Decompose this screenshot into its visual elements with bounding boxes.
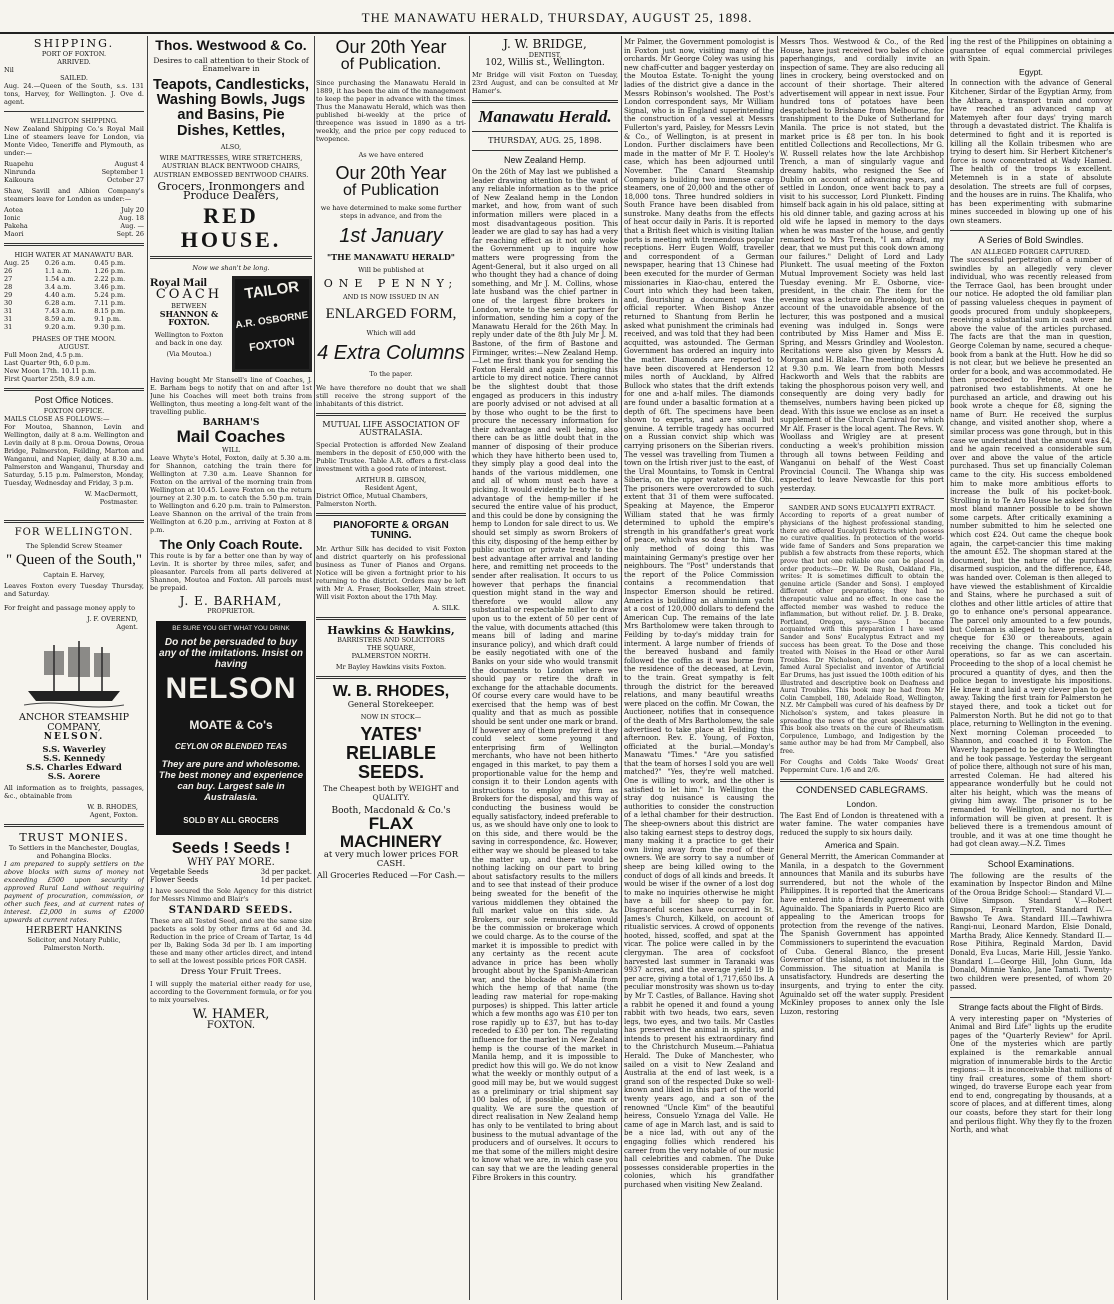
column-rule [621, 36, 622, 1300]
bridge-title: J. W. BRIDGE, [503, 38, 587, 51]
mail-coaches-text: Leave Whyte's Hotel, Foxton, daily at 5.30 a.m. for Shannon, catching the train there for Wellington at 7.30 a.m. Leave Shannon for Foxton on the arrival of the morning train from Wellington at 10.45. Leave Foxton on the return journey at 2.30 p.m. to catch the 5.50 p.m. train to Wellington and 6.20 p.m. train to Palmerston. Leave Shannon on the arrival of the train from Wellington at 6.20 p.m., arriving at Foxton at 8 p.m. [150, 453, 312, 534]
ship-list-item: S.S. Waverley [42, 744, 106, 755]
rhodes-title: W. B. RHODES, [332, 683, 450, 701]
as-we-have: As we have entered [358, 150, 424, 159]
table-row: 31 9.20 a.m. 9.30 p.m. [4, 322, 126, 331]
table-row: Ionic Aug. 18 [4, 213, 144, 222]
groceries-reduced: All Groceries Reduced —For Cash.— [316, 871, 466, 881]
sander-heading: SANDER AND SONS EUCALYPTI EXTRACT. [788, 504, 936, 513]
ship-list-item: S.S. Aorere [47, 771, 101, 782]
table-row: 29 4.40 a.m. 5.24 p.m. [4, 290, 126, 299]
moon-row: Full Moon 2nd, 4.5 p.m. [4, 350, 84, 359]
table-row: 30 6.28 a.m. 7.11 p.m. [4, 298, 126, 307]
arrived-nil: Nil [4, 65, 14, 74]
gibson-title: Resident Agent, [364, 483, 418, 492]
royal-mail: Royal Mail [150, 274, 207, 289]
table-row: Kaikoura October 27 [4, 175, 144, 184]
hamer-place: FOXTON. [206, 1020, 256, 1032]
swindles-heading: A Series of Bold Swindles. [978, 235, 1084, 246]
herald-name: "THE MANAWATU HERALD" [327, 252, 455, 263]
column-herald-notices [316, 38, 466, 1300]
rhodes-agent-place: Agent, Foxton. [89, 811, 138, 820]
westwood-also: ALSO, [220, 142, 242, 151]
why-pay-more: WHY PAY MORE. [187, 856, 275, 868]
post-office-heading: Post Office Notices. [34, 394, 114, 405]
of-publication: of Publication. [340, 55, 442, 73]
table-row: 26 1.1 a.m. 1.26 p.m. [4, 266, 126, 275]
america-text: General Merritt, the American Commander at Manila, in a despatch to the Government announces that Manila and its suburbs have surrendered, but not the whole of the Philippines. It is reported that the Americans have entered into a friendly agreement with Aguinaldo. The Spaniards in Puerto Rico are appealing to the American troops for protection from the revenge of the natives. The Spanish Government has appointed Commissioners to superintend the evacuation of Cuba. General Blanco, the present Governor of the island, is not included in the Commission. The situation at Manila is unsatisfactory. Hundreds are deserting the insurgents, and trying to enter the city. Aguinaldo set off the water supply. President McKinley proposes to annex only the Isle Luzon, restoring [780, 853, 944, 1016]
shipping-heading: SHIPPING. [33, 38, 115, 50]
trust-text: I am prepared to supply settlers on the above blocks with sums of money not exceeding £500 upon security of approved Rural Land without requiring payment of procuration, commission, or other such fees, and at current rates of interest. £2,000 in sums of £2000 upwards at current rates. [4, 860, 144, 924]
masthead-title: THE MANAWATU HERALD, THURSDAY, AUGUST 25, 1898. [361, 10, 753, 25]
gibson-office: District Office, Mutual Chambers, Palmerston North. [316, 491, 428, 508]
silk-sign: A. SILK. [432, 603, 460, 612]
splendid-steamer: The Splendid Screw Steamer [25, 541, 123, 550]
london-text: The East End of London is threatened with a water famine. The water companies have reduced the supply to six hours daily. [780, 811, 944, 837]
high-water-table [4, 259, 144, 331]
birds-text: A very interesting paper on "Mysteries of Animal and Bird Life" lights up the erudite pages of the "Quarterly Review" for April. One of the mysteries which are partly explained is the remarkable annual migration of innumerable birds to the Arctic regions:— It is inconceivable that millions of tiny frail creatures, some of them short-winged, do traverse Europe each year from end to end, congregating by thousands, at a score of places, and at different times, along our coasts, before they start for their long and perilous flight. Why they fly to the frozen North, and what [950, 1014, 1112, 1135]
coughs-advert: For Coughs and Colds Take Woods' Great Peppermint Cure. 1/6 and 2/6. [780, 758, 944, 775]
moon-row: First Quarter 25th, 8.9 a.m. [4, 374, 96, 383]
will-label: WILL [222, 445, 240, 454]
masthead [0, 0, 1114, 34]
mail-coaches-title: Mail Coaches [176, 427, 286, 447]
column-news [780, 38, 944, 1300]
via-moutoa: (Via Moutoa.) [166, 349, 212, 358]
captain: Captain E. Harvey, [43, 571, 105, 580]
table-row: 31 8.59 a.m. 9.1 p.m. [4, 314, 122, 323]
enlarged-form: ENLARGED FORM, [325, 306, 457, 323]
westwood-grocers: Grocers, Ironmongers and Produce Dealers, [157, 180, 305, 202]
postmaster-title: Postmaster. [99, 498, 138, 507]
seeds-price-table [150, 868, 312, 884]
herald-nameplate: Manawatu Herald. [478, 107, 612, 127]
cablegrams-heading: CONDENSED CABLEGRAMS. [796, 785, 928, 797]
fruit-trees-heading: Dress Your Fruit Trees. [180, 966, 282, 977]
rhodes-now: NOW IN STOCK— [360, 712, 422, 721]
agent-label: Agent. [116, 623, 138, 632]
hemp-heading: New Zealand Hemp. [503, 155, 587, 166]
sander-text: According to reports of a great number of physicians of the highest professional standing, there are offered Eucalypti Extracts which possess no curative qualities. In protection of the world-wide fame of Sanders and Sons preparation we publish a few abstracts from these reports, which prove that but one reliable one can be placed in order products:—Dr. W. De Rush, Oakland Fla., writes: It is sometimes difficult to obtain the genuine article (Sander and Sons). I employed different other preparations; they had no therapeutic value and no effect. In one case the affected member was washed to reduce the inflammation, but without relief. Dr. J. B. Drake, Portland, Oregon, says:—Since I became acquainted with this preparation I have used Sander and Sons' Eucalyptus Extract and my success has been great. To the Dose and those treated with Noises in the Head or other Aural Troubles. Dr Nicholson, of London, the world famed Aural Specialist and inventor of Artificial Ear Drums, has just issued the 100th edition of his illustrated and descriptive book on Deafness and Aural Troubles. This book may be had from Mr Colin Campbell, 180, Adelaide Road, Wellington, N.Z. Mr Campbell was cured of his deafness by Dr Nicholson's system, and takes pleasure in spreading the news of the great specialist's skill. This book also treats on the cure of Rheumatism Corpulence, Lumbago, and Indigestion by the same author may be had from Mr Campbell, also free. [780, 512, 944, 755]
column-shipping [4, 38, 144, 1300]
shaw-table [4, 206, 144, 238]
ship-name: " Queen of the South," [6, 551, 142, 568]
red-house-title: RED HOUSE. [180, 203, 282, 252]
port-heading: PORT OF FOXTON. [41, 49, 107, 58]
anchor-company: ANCHOR STEAMSHIP COMPANY, [19, 712, 129, 734]
westwood-products: Teapots, Candlesticks, Washing Bowls, Jugs and Basins, Pie Dishes, Kettles, [152, 76, 310, 139]
our-20th-year-2: Our 20th Year [335, 162, 447, 183]
table-row: Vegetable Seeds 3d per packet. [150, 868, 312, 877]
extra-columns: 4 Extra Columns [317, 342, 465, 365]
piano-text: Mr. Arthur Silk has decided to visit Foxton and district quarterly on his professional business as Tuner of Pianos and Organs. Notice will be given a fortnight prior to his returning to the district. Orders may be left with Mr A. Fraser, Bookseller, Main street. Will visit Foxton about the 17th May. [316, 544, 466, 601]
shant-be-long: Now we shan't be long. [192, 263, 270, 272]
herald-date: THURSDAY, AUG. 25, 1898. [488, 135, 602, 145]
local-news-article-2: Messrs Thos. Westwood & Co., of the Red House, have just received two bales of choice paperhangings, and cordially invite an inspection of same. They are also reducing all lines in crockery, being overstocked and on account of their shortage. Their altered advertisement will appear in next issue. Four hundred tons of potatoes have been despatched to Brisbane from Melbourne, for transhipment to the Duke of Sutherland for Manila. The price is not stated, but the market price is £8 per ton. In his book entitled Collections and Recollections, Mr G. W. Russell relates how the late Archbishop Trench, a man of singularly vague and dreamy habits, who resigned the See of Dublin on account of advancing years, and settled in London, once went back to pay a visit to his successor, Lord Plunkett. Finding himself back again in his old palace, sitting at his old dinner table, and gazing across at his old wife he lapsed in memory to the days when he was master of the house, and gently remarked to Mrs Trench, "I am afraid, my dear, that we must put this cook down among our failures." Delight of Lord and Lady Plunkett. The usual meeting of the Foxton Mutual Improvement Society was held last Tuesday evening. Mr E. Osborne, vice-president, in the chair. The item for the evening was a lecture on Phrenology, but on account of the unavoidable absence of the lecturer, this was postponed and a musical evening was indulged in. Songs were contributed by Miss Hamer and Miss E. Spring, and Messrs Grindley and Wooleston. Recitations were also given by Messrs A. Morgan and H. Blake. The meeting concluded at 9.30 p.m. We learn from both Messrs Hackworth and Wels that the rabbits are taking the phosphorous poison very well, and consequently are doing very badly for themselves, numbers having been picked up dead. With this issue we enclose as an inset a supplement of the Church Carnival for which Mr Alf. Fraser is the local agent. The Revs. W. Woollass and Wrigley are at present conducting a week's prohibition mission through all towns between Feilding and Wanganui on behalf of the West Coast Provincial Council. The Whanga ship was expected to leave Newcastle for this port yesterday. [780, 38, 944, 493]
rhodes-general: General Storekeeper. [347, 700, 435, 710]
table-row: Maori Sept. 26 [4, 229, 144, 238]
column-local-news [624, 38, 774, 1300]
seeds-text-2: These are all Tested Seed, and are the same size packets as sold by other firms at 6d and 3d. Reduction in the price of Cream of Tartar, 1s 4d per lb, Baking Soda 3d per lb. I am importing these and many other articles direct, and intend to sell at the lowest possible prices FOR CASH. [150, 916, 312, 965]
freight-text: For freight and passage money apply to [4, 604, 136, 613]
rhodes-agent: W. B. RHODES, [87, 803, 138, 812]
swindles-text: The successful perpetration of a number of swindles by an allegedly very clever individual, who was recently released from the Terrace Gaol, has been brought under our notice. He adopted the old familiar plan of passing valueless cheques in payment of goods procured from unduly shopkeepers, receiving a substantial sum in cash over and above the value of the articles purchased. The facts are that the man in question, George Coleman by name, secured a cheque-book from a bank at the Hutt. How he did so is not clear, but we believe he presented an order for a book, and was accommodated. He then proceeded to Petone, where he patronised two establishments. At one he purchased an article, and drawing out his book wrote a cheque for £8, signing the name of Burr. He received the surplus change, and visited another shop, where a similar process was gone through, but in this case we understand that the amount was £4, and he again received a considerable sum over and above the value of the article purchased. Thus set up financially Coleman came to the city. His success emboldened him to make more ambitious efforts to increase the bulk of his pocket-book. Strolling in to Te Aro House he asked for the most bland manner possible to be shown some carpets. After critically examining a number submitted to him he selected one which cost £24. Out came the cheque book again, the carpet-cancier this time making the amount £52. The shopman stared at the document, but the nature of the purchase disarmed suspicion, and the difference, £48, was handed over. Coleman is then alleged to have viewed the establishment of Kircaldie and Stains, where he purchased a suit of clothes and other little articles of attire that go to enhance one's personal appearance. The parcel only amounted to a few pounds, but Coleman is alleged to have presented a cheque for £30 or thereabouts, again receiving the change. This concluded his operations, so far as we can ascertain. Proceeding to the shop of a local chemist he procured a quantity of dyes, and then the police began to investigate his impositions. He knew it and laid a very clever plan to get away. Taking the first train for Palmerston he stayed there, and took a ticket out for Palmerston North. But he did not go to that place, returning to Wellington in the evening. Next morning Coleman proceeded to Shannon, and coached it to Foxton. The Waverly happened to be going to Wellington and he took passage. Yesterday the sergeant of police there, although not sure of his man, arrested Coleman. He had altered his appearance wonderfully but he could not alter his height, which was the means of giving him away. The prisoner is to be remanded to Wellington, and no further information will be given at present. It is believed there is a tremendous amount of trouble, and it was at one time thought he had got clean away.—N.Z. Times [950, 256, 1112, 849]
flax-prices: at very much lower prices FOR CASH. [323, 849, 459, 869]
nelson-tea-advert: BE SURE YOU GET WHAT YOU DRINK Do not be persuaded to buy any of the imitations. Insist on having NELSON MOATE & Co's CEYLON OR BLENDED TEAS They are pure and wholesome. The best money and experience can buy. Largest sale in Australasia. SOLD BY ALL GROCERS [156, 621, 306, 835]
shaw-intro: Shaw, Savill and Albion Company's steamers leave for London as under:— [4, 186, 144, 203]
school-heading: School Examinations. [987, 859, 1075, 870]
table-row: 31 7.43 a.m. 8.15 p.m. [4, 306, 126, 315]
shannon-foxton: SHANNON & FOXTON. [159, 308, 219, 328]
bridge-address: 102, Willis st., Wellington. [485, 57, 605, 68]
ship-list-item: S.S. Kennedy [43, 753, 105, 764]
mutual-life-text: Special Protection is afforded New Zealand members in the deposit of £50,000 with the Public Trustee. Table A.R. offers a first-class investment with a good rate of interest. [316, 440, 466, 473]
flax-machinery: FLAX MACHINERY [339, 814, 443, 852]
philippines-text: ing the rest of the Philippines on obtaining a guarantee of equal commercial privileges with Spain. [950, 38, 1112, 64]
high-water-heading: HIGH WATER AT MANAWATU BAR. [14, 250, 134, 259]
moon-row: New Moon 17th. 10.11 p.m. [4, 366, 97, 375]
of-publication-2: of Publication [342, 181, 440, 199]
column-cables [950, 38, 1112, 1300]
table-row: Aotea July 20 [4, 205, 144, 214]
westwood-line: Desires to call attention to their Stock of Enamelware in [153, 55, 309, 74]
will-be-published: Will be published at [358, 265, 424, 274]
only-route-text: This route is by far a better one than by way of Levin. It is shorter by three miles, safer, and pleasanter. Parcels from all parts delivered at Shannon, Moutoa and Foxton. All parcels must be prepaid. [150, 551, 312, 592]
hawkins-square: THE SQUARE, [366, 644, 416, 653]
our-20th-year: Our 20th Year [335, 38, 447, 57]
booth-macdonald: Booth, Macdonald & Co.'s [331, 805, 451, 816]
foxton-office: FOXTON OFFICE. [43, 407, 105, 416]
trust-sub: To Settlers in the Manchester, Douglas, and Pohangina Blocks. [8, 844, 140, 860]
first-january: 1st January [339, 225, 443, 248]
coach-route: Wellington to Foxton and back in one day. [154, 330, 224, 347]
westwood-title: Thos. Westwood & Co. [155, 38, 307, 53]
moon-row: Last Quarter 9th, 6.0 p.m. [4, 358, 91, 367]
dentist-label: DENTIST, [528, 50, 562, 59]
tailor-logo: TAILOR A.R. OSBORNE FOXTON [232, 276, 312, 372]
moon-month: AUGUST. [58, 342, 90, 351]
coach-title: COACH [155, 287, 223, 303]
hawkins-visits: Mr Bayley Hawkins visits Foxton. [335, 663, 447, 672]
fruit-trees-text: I will supply the material either ready for use, according to the Government formula, or for you to mix yourselves. [150, 979, 312, 1004]
barham-name: J. E. BARHAM, [179, 593, 283, 608]
coach-text: Having bought Mr Stansell's line of Coaches, J. E. Barham begs to notify that on and after 1st June his Coaches will meet both trains from Wellington, thus meeting a long-felt want of the travelling public. [150, 375, 312, 416]
nzsc-table [4, 160, 144, 184]
hemp-article: On the 26th of May last we published a leader drawing attention to the want of any reliable information as to the price of New Zealand hemp in the London market, and how, from want of such information millers were placed in a most disadvantageous position. This leader we are glad to say has had a very far reaching effect as it not only woke the Government up to inquire how matters were progressing from the Agent-General, but it also urged on all who thought they had a chance of doing something, and Mr J. M. Collins, whose late husband was the chief partner in one of the largest fibre brokers in London, wrote to the senior partner for information, sending him a copy of the Manawatu Herald for the 26th May. In reply under date of the 8th July Mr J. M. Bastone, of the firm of Bastone and Firminger, writes:—New Zealand Hemp.—Let me first thank you for sending the Foxton Herald and again bringing this article to my direct notice. There cannot be the slightest doubt that those engaged as producers in this industry are poorly advised or not advised at all by those who ought to be the first to procure the necessary information for their advantage and well being, also there can be as little doubt that in the manner of disposing of their produce which they have hitherto been used to, they simply play a good deal into the hands of the various middlemen, one and all of whom must each have a picking. It would evidently be to the best advantage of the hemp-miller if he secured the entire value of his product, and this could be done by consigning the hemp to London for sale direct to us. We should set simply as sworn Brokers of this city, disposing of the hemp either by public auction or private treaty to the best advantage after arrival and landing here, and remitting net proceeds to the sender after realisation. It occurs to us however that perhaps the financial question might stand in the way and therefore we would allow any substantial or respectable miller to draw upon us to the extent of 50 per cent of the value, with documents attached (this means bill of lading and marine insurance policy), and which draft could be easily negotiated with one of the Banks on your side who would transmit the documents to London where we should pay or retire the draft in exchange for the attachable documents. Of course every care would have to be exercised that the hemp was of best quality and that as much as possible should be sent under one mark or brand. If however any of them preferred it they could select some young and enterprising firm of Wellington merchants, who have not been hitherto engaged in this market, to pay them a proportionable value for the hemp and consign it to their London agents with instructions to employ my firm as Brokers for the disposal, and this way of conducting the business would be equally satisfactory, indeed preferable to us, as we should have only one to look to on this side, and there would be the saving in correspondence, &c. However, either way we should be pleased to take the matter up, and there would be nothing lacking on our part to bring about satisfactory results to the millers and to see that instead of their produce being sweated for the benefit of the various middlemen they obtained the full market value on this side. As Brokers, our sole remuneration would be the commission or brokerage which we could charge. As to the course of the market it is impossible to predict with any certainty as the recent acute advance in price has been wholly brought about by the Spanish-American war, and the blockade of Manila from which the hemp of that name (the leading raw material for rope-making purposes) is shipped. This latter article which a few months ago was £10 per ton rose rapidly up to £37, but has to-day receded to £30 per ton. The regulating influence for the market in New Zealand hemp is the course of the market in Manila hemp, and it is impossible to predict how this will go. We do not know what the weekly or monthly output of a good mill may be, but we would suggest as a preliminary or trial shipment say 100 bales of, if possible, one mark or quality. We are sure the question of direct realisation in New Zealand hemp has only to be ventilated to bring about business to the mutual advantage of the producers and of ourselves. It occurs to me that some of the millers might desire to know what we are, in which case you can say that we are the leading general Fibre Brokers in this country. [472, 168, 618, 1182]
birds-heading: Strange facts about the Flight of Birds. [958, 1001, 1104, 1012]
hawkins-place: PALMERSTON NORTH. [351, 652, 431, 661]
gibson-name: ARTHUR B. GIBSON, [355, 475, 427, 484]
egypt-text: In connection with the advance of General Kitchener, Sirdar of the Egyptian Army, from the Atbara, a transport train and convoy have reached an advanced camp at Matemyeh after four days' trying march through a devastated district. The Khalifa is determined to fight and it is reported is killing all the Kollain tribesmen who are trying to desert him. Sir Herbert Kitchener's force is now concentrated at Wady Hamed. The health of the troops is excellent. Metemneh is in a state of absolute desolation. The streets are full of corpses, and the houses are in ruins. The Khalifa, who has been experimenting with submarine mines succeeded in blowing up one of his own steamers. [950, 79, 1112, 225]
proprietor-label: PROPRIETOR. [207, 607, 255, 616]
sailed-label: SAILED. [60, 73, 88, 82]
only-coach-route: The Only Coach Route. [159, 536, 303, 552]
table-row: 27 1.54 a.m. 2.22 p.m. [4, 274, 126, 283]
mails-heading: MAILS CLOSE AS FOLLOWS:— [4, 415, 110, 424]
leaves-foxton: Leaves Foxton every Tuesday Thursday, and Saturday. [4, 582, 144, 599]
piano-tuning-heading: PIANOFORTE & ORGAN TUNING. [333, 519, 449, 542]
which-will-add: Which will add [366, 329, 416, 338]
yates-seeds: YATES' RELIABLE SEEDS. [346, 723, 436, 782]
column-rule [147, 36, 148, 1300]
egypt-heading: Egypt. [1018, 66, 1044, 77]
hankins-place: Palmerston North. [43, 943, 105, 952]
column-rule [947, 36, 948, 1300]
westwood-furniture: WIRE MATTRESSES, WIRE STRETCHERS, AUSTRIAN BLACK BENTWOOD CHAIRS, AUSTRIAN EMBOSSED BENTWOOD CHAIRS. [153, 153, 309, 179]
table-row: Flower Seeds 1d per packet. [150, 876, 312, 885]
seeds-title: Seeds ! Seeds ! [171, 840, 291, 858]
between-label: BETWEEN [171, 301, 207, 310]
hawkins-title: Hawkins & Hawkins, [327, 623, 455, 637]
standard-seeds: STANDARD SEEDS. [168, 905, 294, 917]
column-rule [777, 36, 778, 1300]
table-row: Pakeha Aug. — [4, 221, 144, 230]
wellington-shipping-intro: New Zealand Shipping Co.'s Royal Mail Line of steamers leave for London, via Monte Video, Teneriffe and Plymouth, as under:— [4, 124, 144, 157]
table-row: Aug. 25 0.26 a.m. 0.45 p.m. [4, 258, 126, 267]
column-rule [314, 36, 315, 1300]
london-heading: London. [846, 799, 878, 810]
column-rule [469, 36, 470, 1300]
swindles-sub: AN ALLEGED FORGER CAPTURED. [971, 248, 1091, 257]
since-text: Since purchasing the Manawatu Herald in 1889, it has been the aim of the management to keep the paper in advance with the times. Thus the Manawatu Herald, which was then published bi-weekly at the price of threepence was issued in 1890 as a tri-weekly, and the price per copy reduced to twopence. [316, 78, 466, 143]
we-have-determined: we have determined to make some further steps in advance, and from the [320, 204, 462, 221]
one-penny: ONE PENNY; [323, 276, 459, 290]
moon-heading: PHASES OF THE MOON. [32, 334, 116, 343]
column-advertisements [150, 38, 312, 1300]
we-doubt-text: We have therefore no doubt that we shall still receive the strong support of the inhabitants of this district. [316, 384, 466, 409]
column-editorial [472, 38, 618, 1300]
trust-monies-heading: TRUST MONIES. [19, 831, 129, 845]
anchor-text: All information as to freights, passages, &c., obtainable from [4, 784, 144, 801]
mutual-life-heading: MUTUAL LIFE ASSOCIATION OF AUSTRALASIA. [322, 420, 460, 438]
steamship-icon [24, 635, 124, 709]
for-wellington-heading: FOR WELLINGTON. [14, 527, 134, 539]
seeds-text: I have secured the Sole Agency for this district for Messrs Nimmo and Blair's [150, 887, 312, 904]
to-the-paper: To the paper. [369, 370, 413, 379]
arrived-label: ARRIVED. [57, 57, 91, 66]
hankins-name: HERBERT HANKINS [25, 926, 123, 936]
local-news-article: Mr Palmer, the Government pomologist is in Foxton just now, visiting many of the orchards. Mr George Coley was using his new chaff-cutter and bagger yesterday on the Moutoa Estate. To-night the young ladies of the district give a dance in the Messrs Robinson's woolshed. The Post's London correspondent says, Mr William Signal, who is in England superintending the construction of a vessel at Messrs Fullerton's yard, Paisley, for Messrs Levin & Co., of Wellington, is at present in London. Further disclaimers have been made in the matter of Mr F. T. Hooley's case, which has been adjourned until November. The Canard Steamship Company is building two immense cargo steamers, one of 20,000 and the other of 18,000 tons. Three hundred soldiers in South France have been disabled from sunstroke. Many deaths from the effects of heat occur daily in Paris. It is reported that a British fleet which is visiting Italian ports is meeting with tremendous popular receptions. Herr Eugen Wolff, traveller and correspondent of a German newspaper, hearing that 13 Chinese had been executed for the murder of German missionaries in Kiao-chau, entered the Court into which they had been taken, and, flourishing a document was the official reporter. When Bishop Anzer returned to Shantung from Berlin he asked what punishment the criminals had received, and was told that they had been acquitted, was astounded. The German Government has ordered an inquiry into the matter. Diamonds are reported to have been discovered at Henderson 12 miles north of Auckland, by Alfred Bullock who states that the drift extends for one and a-half miles. The diamonds are found under a basaltic formation at a depth of 6ft. The specimens have been shown to experts, and are small but genuine. A terrible tragedy has occurred on a Russian convict ship which was carrying prisoners on the Siberian rivers. The vessel was travelling from Tiumen a town on the Irtish river just to the east, of the Ural Mountains, to Tomsk in Central Siberia, on the upper waters of the Obi. The prisoners were overcrowded to such extent that 31 of them were suffocated. Speaking at Mayence, the Emperor William stated that he was firmly determined to uphold the empire's strength in his grandfather's great work of peace, which was so dear to him. The only method of doing this was maintaining Germany's prestige over her neighbours. The "Post" understands that the report of the Police Commission contains a recommendation that Inspector Emerson should be retired. America is building an aluminium yacht at a cost of 120,000 dollars to defend the American Cup. The remains of the late Mrs Bartholomew were taken through to Feilding by to-day's midday train for interment. A large number of friends of the bereaved husband and family followed the coffin as it was borne from the residence of the deceased, at Levin, to the train. Great sympathy is felt through the district for the bereaved relations, and many beautiful wreaths were placed on the coffin. Mr Cowan, the Auctioneer, notifies that in consequence of the death of Mrs Bartholomew, the sale advertised to take place at Feilding this afternoon. Rev. E. Young, of Foxton, officiated at the burial.—Monday's Manawatu "Times." "Are you satisfied that the team of horses I sold you are well matched?" "Yes, they're well matched. One is willing to work, and the other is satisfied to let him." In Wellington the stray dog nuisance is causing the authorities to consider the construction of a lethal chamber for their destruction. The sheep-owners about this district are also taking earnest steps to destroy dogs, many making it a practice to get their own living away from the roof of their owners. We are sorry to say a number of sheep are being killed owing to the conduct of dogs of all kinds and breeds. It would be wiser if the owner of a lost dog to make no inquiries otherwise he might have a bill for sheep to pay for. Disgraceful scenes have occurred in St. James's Church, Kilkeld, on account of ritualistic services. A crowd of opponents hooted, hissed, scoffed, and spat at the vicar. The police were called in by the clergyman. The area of cocksfoot harvested last summer in Taranaki was 9937 acres, and the average yield 19 lb per acre, giving a total of 1,717,650 lbs. A peculiar monstrosity was shown us to-day by Mr T. Castles, of Ballance. Having shot a rabbit he opened it and found a young rabbit with two heads, two ears, seven legs, two eyes, and two tails. Mr Castles has preserved the animal in spirits, and intends to present his extraordinary find to the Christchurch Museum.—Pahiatua Herald. The Duke of Manchester, who sailed on a visit to New Zealand and Australia at the end of last week, is a grand son of the respected Duke so well-known and liked in this part of the world twenty years ago, and a son of the renowned "Uncle Kim" of the beautiful heiress, Consuelo Yznaga del Valle. He came of age in March last, and is said to be a nice lad, with out any of the engaging follies which rendered his career from the very notable of our music hall celebrities and cabmen. The Duke possesses considerable properties in the colonies, which his grandfather purchased when visiting New Zealand. [624, 38, 774, 1189]
school-text: The following are the results of the examination by Inspector Bindon and Milne of the Oroua Bridge School:— Standard VI.—Olive Simpson. Standard V.—Robert Simpson, Frank Tyrrell. Standard IV.—Bawsho Te Awa. Standard III.—Tawhiwra Rangi-nui, Leonard Mardon, Elsie Donald, Martha Brady, Alice Kennedy. Standard II.—Rose Pitihira, Reginald Mardon, David Donald, Eva Lucas, Marie Hill, Jessie Yanko. Standard I.—George Hill, John Gunn, Ida Donald, Minnie Yanko, Jane Tamati. Twenty-two children were presented, of whom 20 passed. [950, 871, 1112, 992]
table-row: 28 3.4 a.m. 3.46 p.m. [4, 282, 126, 291]
america-heading: America and Spain. [824, 840, 900, 851]
hankins-title: Solicitor, and Notary Public, [27, 935, 121, 944]
and-is-now: AND IS NOW ISSUED IN AN [342, 293, 440, 302]
sailed-text: Aug. 24.—Queen of the South, s.s. 131 tons, Harvey, for Wellington. J. Ove d. agent. [4, 81, 144, 106]
mails-text: For Moutoa, Shannon, Levin and Wellington, daily at 8 a.m. Wellington and Levin daily at 8 p.m. Oroua Downs, Oroua Bridge, Palmerston, Feilding, Marton and Wanganui, and Napier, daily at 8.30 a.m. Palmerston and Wanganui, Thursday and Saturday, 5.15 p.m. Palmerston, Monday, Tuesday, Wednesday and Friday, 3 p.m. [4, 423, 144, 488]
agent-name: J. F. OVEREND, [87, 615, 138, 624]
postmaster-name: W. MacDermott, [84, 490, 138, 499]
table-row: Ruapehu August 4 [4, 159, 144, 168]
wellington-shipping-heading: WELLINGTON SHIPPING. [30, 116, 118, 125]
hamer-name: W. HAMER, [192, 1006, 270, 1022]
ship-list-item: S.S. Charles Edward [26, 762, 122, 773]
table-row: Ninrunda September 1 [4, 167, 144, 176]
nelson-label: NELSON. [43, 732, 105, 743]
hawkins-sub: BARRISTERS AND SOLICITORS [337, 636, 445, 645]
yates-cheapest: The Cheapest both by WEIGHT and QUALITY. [323, 784, 459, 803]
bridge-text: Mr Bridge will visit Foxton on Tuesday, 23rd August, and can be consulted at Mr Hamer's. [472, 71, 618, 96]
barham-label: BARHAM'S [202, 417, 260, 428]
